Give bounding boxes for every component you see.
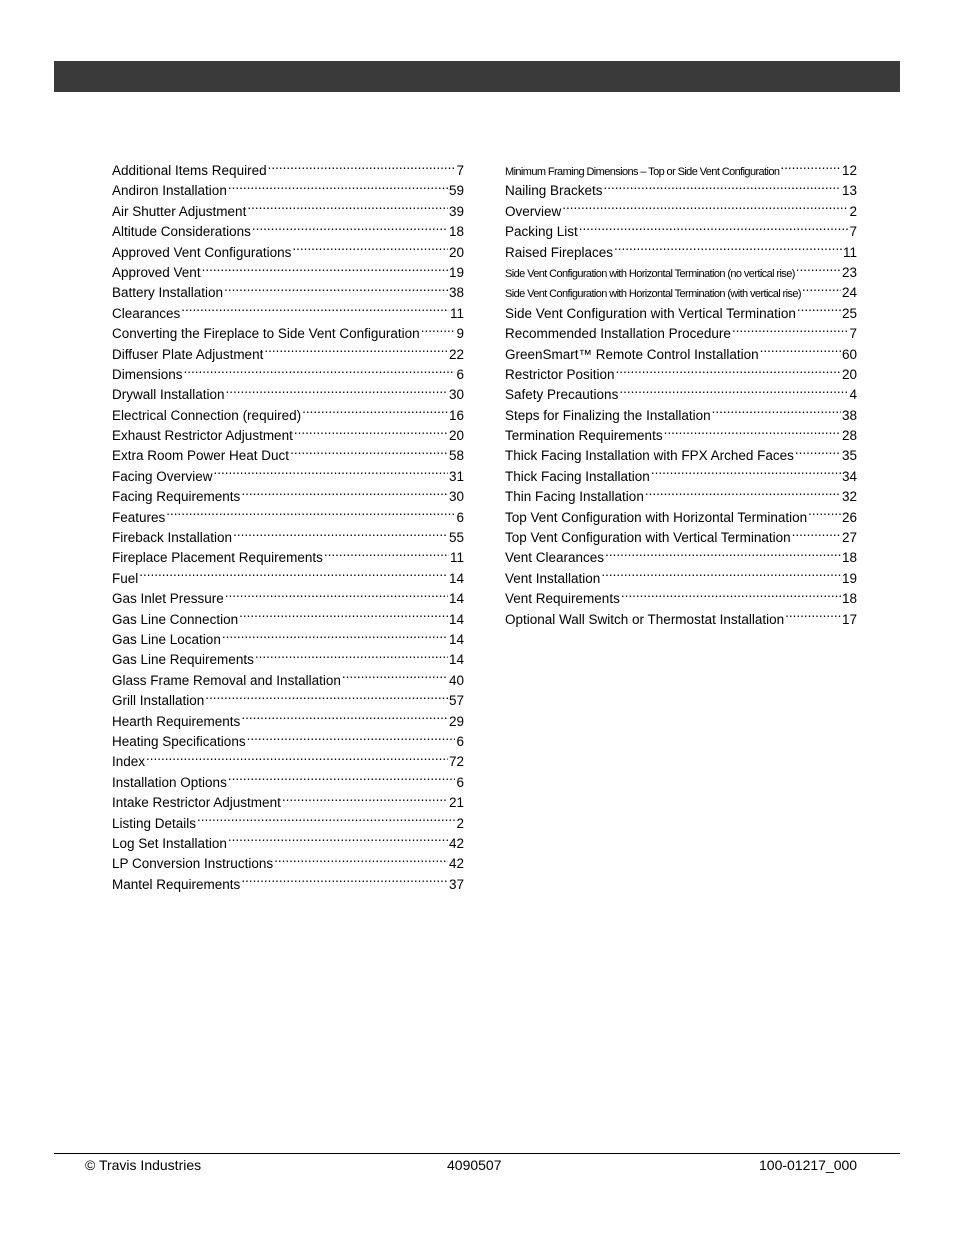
index-entry-title: Nailing Brackets xyxy=(505,183,603,199)
index-entry-page: 14 xyxy=(448,591,464,607)
index-entry-page: 13 xyxy=(841,183,857,199)
index-entry-title: Glass Frame Removal and Installation xyxy=(112,672,341,688)
dot-leader xyxy=(233,528,448,542)
footer-company: © Travis Industries xyxy=(85,1157,202,1173)
index-entry[interactable] xyxy=(112,446,464,466)
index-entry[interactable] xyxy=(505,426,857,446)
index-entry-page: 30 xyxy=(448,489,464,505)
dot-leader xyxy=(732,324,849,338)
index-entry[interactable] xyxy=(112,630,464,650)
dot-leader xyxy=(795,446,841,460)
index-entry-title: Mantel Requirements xyxy=(112,876,241,892)
index-entry-page: 27 xyxy=(841,530,857,546)
dot-leader xyxy=(616,365,841,379)
index-entry-title: Thin Facing Installation xyxy=(505,489,644,505)
index-entry[interactable] xyxy=(112,548,464,568)
index-column-left xyxy=(112,161,464,895)
index-entry-title: Approved Vent xyxy=(112,264,201,280)
index-entry-title: Recommended Installation Procedure xyxy=(505,326,731,342)
index-entry-title: Thick Facing Installation with FPX Arched Faces xyxy=(505,448,794,464)
index-entry-page: 6 xyxy=(456,509,464,525)
index-entry-page: 19 xyxy=(448,264,464,280)
index-entry-page: 18 xyxy=(448,224,464,240)
footer-code: 4090507 xyxy=(447,1157,502,1173)
dot-leader xyxy=(205,691,448,705)
index-entry[interactable] xyxy=(112,202,464,222)
index-entry[interactable] xyxy=(112,610,464,630)
index-entry-page: 14 xyxy=(448,570,464,586)
dot-leader xyxy=(241,487,448,501)
index-entry[interactable] xyxy=(505,202,857,222)
index-entry-title: Gas Line Requirements xyxy=(112,652,254,668)
index-entry-page: 7 xyxy=(849,326,857,342)
index-entry-title: Side Vent Configuration with Vertical Termination xyxy=(505,305,796,321)
index-entry-page: 6 xyxy=(456,774,464,790)
index-entry-page: 2 xyxy=(849,203,857,219)
index-entry-title: Index xyxy=(112,754,146,770)
dot-leader xyxy=(780,161,841,175)
index-entry-page: 12 xyxy=(841,163,857,178)
index-entry[interactable] xyxy=(505,161,857,181)
index-entry-page: 14 xyxy=(448,652,464,668)
index-entry-title: Facing Overview xyxy=(112,468,213,484)
dot-leader xyxy=(421,324,456,338)
index-entry-title: Listing Details xyxy=(112,815,197,831)
index-entry[interactable] xyxy=(505,610,857,630)
index-entry-title: Grill Installation xyxy=(112,693,205,709)
index-entry-page: 14 xyxy=(448,631,464,647)
index-entry-title: Thick Facing Installation xyxy=(505,468,650,484)
footer-divider xyxy=(54,1153,900,1154)
index-entry[interactable] xyxy=(505,508,857,528)
index-entry-page: 32 xyxy=(841,489,857,505)
index-entry-title: Top Vent Configuration with Horizontal Termination xyxy=(505,509,808,525)
index-entry-title: Altitude Considerations xyxy=(112,224,251,240)
index-entry-page: 37 xyxy=(448,876,464,892)
index-entry-page: 6 xyxy=(456,733,464,749)
index-entry-page: 42 xyxy=(448,856,464,872)
index-entry[interactable] xyxy=(505,569,857,589)
index-entry[interactable] xyxy=(112,345,464,365)
index-entry-title: Features xyxy=(112,509,166,525)
dot-leader xyxy=(664,426,841,440)
index-entry[interactable] xyxy=(505,548,857,568)
dot-leader xyxy=(241,875,448,889)
index-entry-page: 20 xyxy=(448,428,464,444)
dot-leader xyxy=(324,548,449,562)
dot-leader xyxy=(224,283,448,297)
index-entry-title: Dimensions xyxy=(112,366,183,382)
dot-leader xyxy=(342,671,448,685)
index-entry-page: 39 xyxy=(448,203,464,219)
index-entry-title: Electrical Connection (required) xyxy=(112,407,302,423)
index-entry-title: Approved Vent Configurations xyxy=(112,244,292,260)
index-entry-page: 60 xyxy=(841,346,857,362)
index-entry-title: Drywall Installation xyxy=(112,387,225,403)
dot-leader xyxy=(621,589,841,603)
index-entry[interactable] xyxy=(112,650,464,670)
index-entry-title: Safety Precautions xyxy=(505,387,619,403)
index-entry-page: 26 xyxy=(841,509,857,525)
index-entry-title: Fuel xyxy=(112,570,139,586)
index-entry-page: 20 xyxy=(841,366,857,382)
index-entry-title: Gas Line Location xyxy=(112,631,221,647)
dot-leader xyxy=(184,365,456,379)
index-entry[interactable] xyxy=(112,161,464,181)
index-entry-page: 7 xyxy=(849,224,857,240)
dot-leader xyxy=(292,243,448,257)
index-column-right xyxy=(505,161,857,630)
dot-leader xyxy=(241,712,448,726)
index-entry[interactable] xyxy=(505,406,857,426)
dot-leader xyxy=(712,406,841,420)
index-entry-title: Log Set Installation xyxy=(112,835,227,851)
index-entry-page: 31 xyxy=(448,468,464,484)
index-entry-page: 2 xyxy=(456,815,464,831)
index-entry-title: GreenSmart™ Remote Control Installation xyxy=(505,346,759,362)
index-entry-page: 16 xyxy=(448,407,464,423)
dot-leader xyxy=(268,161,456,175)
dot-leader xyxy=(225,589,448,603)
dot-leader xyxy=(302,406,448,420)
index-entry[interactable] xyxy=(505,467,857,487)
index-entry[interactable] xyxy=(112,691,464,711)
index-entry[interactable] xyxy=(505,283,857,303)
index-entry-title: Side Vent Configuration with Horizontal Termination (no vertical rise) xyxy=(505,267,795,280)
dot-leader xyxy=(146,752,448,766)
index-entry-title: Air Shutter Adjustment xyxy=(112,203,247,219)
index-entry[interactable] xyxy=(112,752,464,772)
index-entry-page: 42 xyxy=(448,835,464,851)
index-entry[interactable] xyxy=(505,528,857,548)
index-entry[interactable] xyxy=(112,854,464,874)
index-entry-title: Diffuser Plate Adjustment xyxy=(112,346,264,362)
index-entry-title: Steps for Finalizing the Installation xyxy=(505,407,711,423)
index-entry-page: 25 xyxy=(841,305,857,321)
index-entry[interactable] xyxy=(112,732,464,752)
index-entry-title: Andiron Installation xyxy=(112,183,227,199)
index-entry-page: 11 xyxy=(449,550,464,566)
index-entry-title: Clearances xyxy=(112,305,181,321)
dot-leader xyxy=(166,508,455,522)
index-entry[interactable] xyxy=(505,487,857,507)
index-entry-title: Converting the Fireplace to Side Vent Configuration xyxy=(112,326,420,342)
dot-leader xyxy=(181,304,449,318)
dot-leader xyxy=(197,814,455,828)
dot-leader xyxy=(255,650,448,664)
dot-leader xyxy=(226,385,448,399)
index-entry-page: 28 xyxy=(841,428,857,444)
index-entry-page: 57 xyxy=(448,693,464,709)
index-entry[interactable] xyxy=(112,814,464,834)
dot-leader xyxy=(290,446,448,460)
index-entry[interactable] xyxy=(112,589,464,609)
dot-leader xyxy=(228,181,448,195)
index-entry-page: 22 xyxy=(448,346,464,362)
index-entry-title: Fireplace Placement Requirements xyxy=(112,550,323,566)
index-entry-title: Gas Line Connection xyxy=(112,611,239,627)
index-entry-title: Heating Specifications xyxy=(112,733,246,749)
index-entry[interactable] xyxy=(112,283,464,303)
index-entry-page: 21 xyxy=(448,795,464,811)
index-entry-title: Intake Restrictor Adjustment xyxy=(112,795,281,811)
index-entry[interactable] xyxy=(112,304,464,324)
dot-leader xyxy=(802,283,841,297)
footer-doc-number: 100-01217_000 xyxy=(759,1157,858,1173)
index-entry[interactable] xyxy=(112,181,464,201)
index-entry[interactable] xyxy=(112,222,464,242)
index-entry-page: 55 xyxy=(448,530,464,546)
index-entry-page: 14 xyxy=(448,611,464,627)
index-entry[interactable] xyxy=(505,181,857,201)
index-entry-page: 7 xyxy=(456,163,464,178)
index-entry-page: 11 xyxy=(449,305,464,321)
index-entry-page: 35 xyxy=(841,448,857,464)
dot-leader xyxy=(796,263,841,277)
index-entry[interactable] xyxy=(112,773,464,793)
index-entry[interactable] xyxy=(112,385,464,405)
dot-leader xyxy=(228,773,456,787)
dot-leader xyxy=(228,834,448,848)
index-entry-page: 59 xyxy=(448,183,464,199)
index-entry-title: Top Vent Configuration with Vertical Termination xyxy=(505,530,791,546)
index-entry-page: 24 xyxy=(841,285,857,301)
index-entry-title: Termination Requirements xyxy=(505,428,663,444)
index-entry-title: Additional Items Required xyxy=(112,163,267,178)
index-entry[interactable] xyxy=(505,243,857,263)
index-entry[interactable] xyxy=(112,671,464,691)
index-entry[interactable] xyxy=(112,365,464,385)
index-entry-page: 4 xyxy=(849,387,857,403)
index-entry[interactable] xyxy=(505,324,857,344)
index-entry[interactable] xyxy=(505,263,857,283)
index-entry[interactable] xyxy=(112,875,464,895)
index-entry-title: Overview xyxy=(505,203,562,219)
index-entry-title: Packing List xyxy=(505,224,578,240)
index-entry-title: Exhaust Restrictor Adjustment xyxy=(112,428,293,444)
dot-leader xyxy=(214,467,448,481)
dot-leader xyxy=(808,508,841,522)
dot-leader xyxy=(282,793,448,807)
index-entry-page: 9 xyxy=(456,326,464,342)
index-entry-title: Battery Installation xyxy=(112,285,224,301)
index-entry-title: Side Vent Configuration with Horizontal Termination (with vertical rise) xyxy=(505,288,801,301)
dot-leader xyxy=(239,610,448,624)
index-entry-title: Hearth Requirements xyxy=(112,713,241,729)
index-entry[interactable] xyxy=(505,365,857,385)
index-entry[interactable] xyxy=(112,406,464,426)
index-entry[interactable] xyxy=(505,304,857,324)
index-entry-page: 20 xyxy=(448,244,464,260)
index-entry[interactable] xyxy=(112,569,464,589)
dot-leader xyxy=(760,345,841,359)
index-entry[interactable] xyxy=(505,222,857,242)
dot-leader xyxy=(264,345,448,359)
index-entry-page: 17 xyxy=(841,611,857,627)
index-entry-page: 30 xyxy=(448,387,464,403)
index-entry[interactable] xyxy=(112,528,464,548)
index-entry-page: 11 xyxy=(842,244,857,260)
index-entry-title: Facing Requirements xyxy=(112,489,241,505)
dot-leader xyxy=(294,426,448,440)
index-entry-page: 38 xyxy=(448,285,464,301)
dot-leader xyxy=(139,569,448,583)
dot-leader xyxy=(274,854,448,868)
index-entry-title: Raised Fireplaces xyxy=(505,244,614,260)
index-entry-title: Fireback Installation xyxy=(112,530,233,546)
index-entry[interactable] xyxy=(112,834,464,854)
index-entry[interactable] xyxy=(112,243,464,263)
index-entry[interactable] xyxy=(505,385,857,405)
index-entry[interactable] xyxy=(112,712,464,732)
dot-leader xyxy=(645,487,841,501)
index-entry-page: 72 xyxy=(448,754,464,770)
dot-leader xyxy=(562,202,848,216)
index-entry-title: Vent Requirements xyxy=(505,591,620,607)
index-entry[interactable] xyxy=(505,446,857,466)
index-entry[interactable] xyxy=(505,345,857,365)
dot-leader xyxy=(797,304,841,318)
index-entry[interactable] xyxy=(112,508,464,528)
index-entry[interactable] xyxy=(505,589,857,609)
index-entry-page: 6 xyxy=(456,366,464,382)
index-entry-page: 40 xyxy=(448,672,464,688)
dot-leader xyxy=(605,548,841,562)
dot-leader xyxy=(651,467,841,481)
index-entry-page: 38 xyxy=(841,407,857,423)
dot-leader xyxy=(785,610,841,624)
index-entry-title: LP Conversion Instructions xyxy=(112,856,274,872)
dot-leader xyxy=(579,222,849,236)
index-entry-title: Extra Room Power Heat Duct xyxy=(112,448,290,464)
index-entry-title: Optional Wall Switch or Thermostat Installation xyxy=(505,611,785,627)
index-entry-page: 18 xyxy=(841,591,857,607)
dot-leader xyxy=(202,263,448,277)
index-entry-page: 29 xyxy=(448,713,464,729)
index-entry-page: 23 xyxy=(841,264,857,280)
index-entry-page: 58 xyxy=(448,448,464,464)
index-entry[interactable] xyxy=(112,467,464,487)
index-entry-title: Gas Inlet Pressure xyxy=(112,591,224,607)
index-entry-title: Vent Clearances xyxy=(505,550,605,566)
index-entry-page: 19 xyxy=(841,570,857,586)
index-entry[interactable] xyxy=(112,426,464,446)
header-bar xyxy=(54,61,900,92)
dot-leader xyxy=(604,181,841,195)
index-entry-title: Restrictor Position xyxy=(505,366,615,382)
dot-leader xyxy=(614,243,842,257)
index-entry-page: 18 xyxy=(841,550,857,566)
index-entry-title: Minimum Framing Dimensions – Top or Side Vent Configuration xyxy=(505,166,780,178)
dot-leader xyxy=(792,528,841,542)
index-entry[interactable] xyxy=(112,487,464,507)
index-entry-title: Installation Options xyxy=(112,774,227,790)
dot-leader xyxy=(252,222,448,236)
dot-leader xyxy=(247,732,456,746)
dot-leader xyxy=(247,202,448,216)
dot-leader xyxy=(601,569,841,583)
dot-leader xyxy=(222,630,448,644)
index-entry[interactable] xyxy=(112,263,464,283)
index-entry-page: 34 xyxy=(841,468,857,484)
index-entry[interactable] xyxy=(112,324,464,344)
index-entry-title: Vent Installation xyxy=(505,570,601,586)
dot-leader xyxy=(619,385,848,399)
index-entry[interactable] xyxy=(112,793,464,813)
